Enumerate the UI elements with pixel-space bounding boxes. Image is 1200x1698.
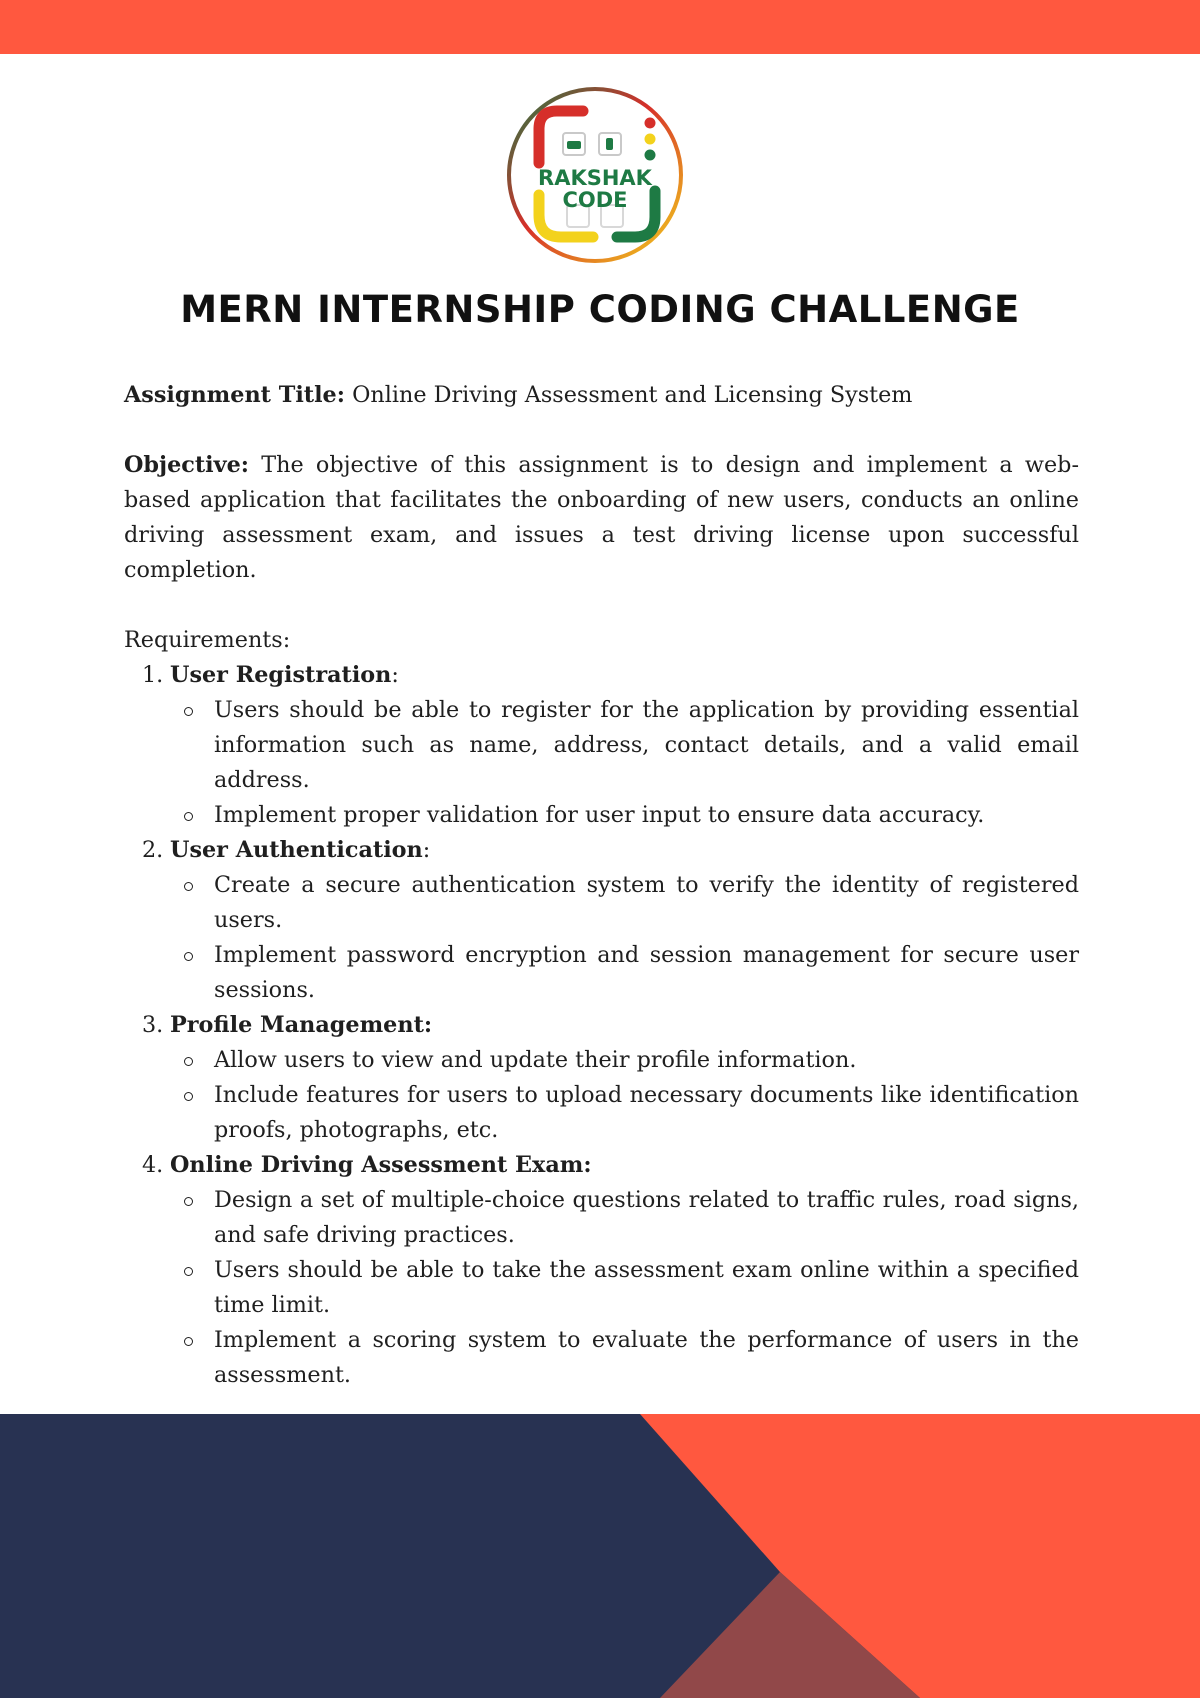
requirement-title: User Registration	[170, 662, 392, 688]
assignment-title-value: Online Driving Assessment and Licensing System	[352, 382, 913, 408]
objective-text: The objective of this assignment is to design and implement a web-based application that facilitates the onboarding of new users, conducts an online driving assessment exam, and issues a test driving license upon successful completion.	[124, 452, 1079, 583]
requirement-bullets	[170, 1043, 1079, 1148]
bullet-text: Allow users to view and update their profile information.	[214, 1047, 857, 1073]
hollow-bullet-icon	[184, 1197, 193, 1206]
hollow-bullet-icon	[184, 1092, 193, 1101]
requirements-heading: Requirements:	[124, 627, 291, 653]
requirements-list	[124, 658, 1079, 1393]
hollow-bullet-icon	[184, 812, 193, 821]
objective-paragraph	[124, 448, 1079, 588]
bullet-text: Users should be able to take the assessment exam online within a specified time limit.	[214, 1257, 1079, 1318]
bullet-text: Include features for users to upload necessary documents like identification proofs, photographs, etc.	[214, 1082, 1079, 1143]
bullet-item	[170, 1323, 1079, 1393]
bullet-item	[170, 1183, 1079, 1253]
bottom-decoration	[0, 1414, 1200, 1698]
requirement-item	[124, 658, 1079, 833]
bullet-text: Design a set of multiple-choice questions related to traffic rules, road signs, and safe driving practices.	[214, 1187, 1079, 1248]
hollow-bullet-icon	[184, 882, 193, 891]
requirement-number: 2.	[142, 837, 164, 863]
hollow-bullet-icon	[184, 1337, 193, 1346]
bullet-item	[170, 868, 1079, 938]
requirement-item	[124, 833, 1079, 1008]
assignment-title-label: Assignment Title:	[124, 382, 345, 408]
requirement-title-suffix: :	[391, 662, 399, 688]
logo-line-2: CODE	[562, 188, 628, 212]
requirement-number: 1.	[142, 662, 164, 688]
requirement-bullets	[170, 693, 1079, 833]
requirement-number: 4.	[142, 1152, 164, 1178]
requirement-title: Profile Management:	[170, 1012, 433, 1038]
bullet-item	[170, 798, 1079, 833]
bullet-item	[170, 1078, 1079, 1148]
bullet-item	[170, 1043, 1079, 1078]
bullet-text: Users should be able to register for the application by providing essential information such as name, address, contact details, and a valid email address.	[214, 697, 1079, 793]
assignment-title-line	[124, 378, 1079, 413]
hollow-bullet-icon	[184, 1267, 193, 1276]
requirement-bullets	[170, 868, 1079, 1008]
top-accent-band	[0, 0, 1200, 54]
rakshak-code-logo	[505, 85, 685, 265]
objective-label: Objective:	[124, 452, 249, 478]
requirement-item	[124, 1008, 1079, 1148]
bullet-text: Implement password encryption and session management for secure user sessions.	[214, 942, 1079, 1003]
bullet-item	[170, 938, 1079, 1008]
hollow-bullet-icon	[184, 952, 193, 961]
bullet-text: Implement a scoring system to evaluate the performance of users in the assessment.	[214, 1327, 1079, 1388]
document-body	[124, 378, 1079, 1393]
requirement-bullets	[170, 1183, 1079, 1393]
hollow-bullet-icon	[184, 1057, 193, 1066]
hollow-bullet-icon	[184, 707, 193, 716]
bullet-item	[170, 1253, 1079, 1323]
requirement-number: 3.	[142, 1012, 164, 1038]
requirement-item	[124, 1148, 1079, 1393]
requirement-title: Online Driving Assessment Exam:	[170, 1152, 592, 1178]
bullet-text: Create a secure authentication system to verify the identity of registered users.	[214, 872, 1079, 933]
bullet-text: Implement proper validation for user input to ensure data accuracy.	[214, 802, 985, 828]
page-title: MERN INTERNSHIP CODING CHALLENGE	[180, 288, 1020, 331]
requirement-title: User Authentication	[170, 837, 423, 863]
logo-line-1: RAKSHAK	[538, 166, 652, 190]
requirement-title-suffix: :	[422, 837, 431, 863]
bullet-item	[170, 693, 1079, 798]
